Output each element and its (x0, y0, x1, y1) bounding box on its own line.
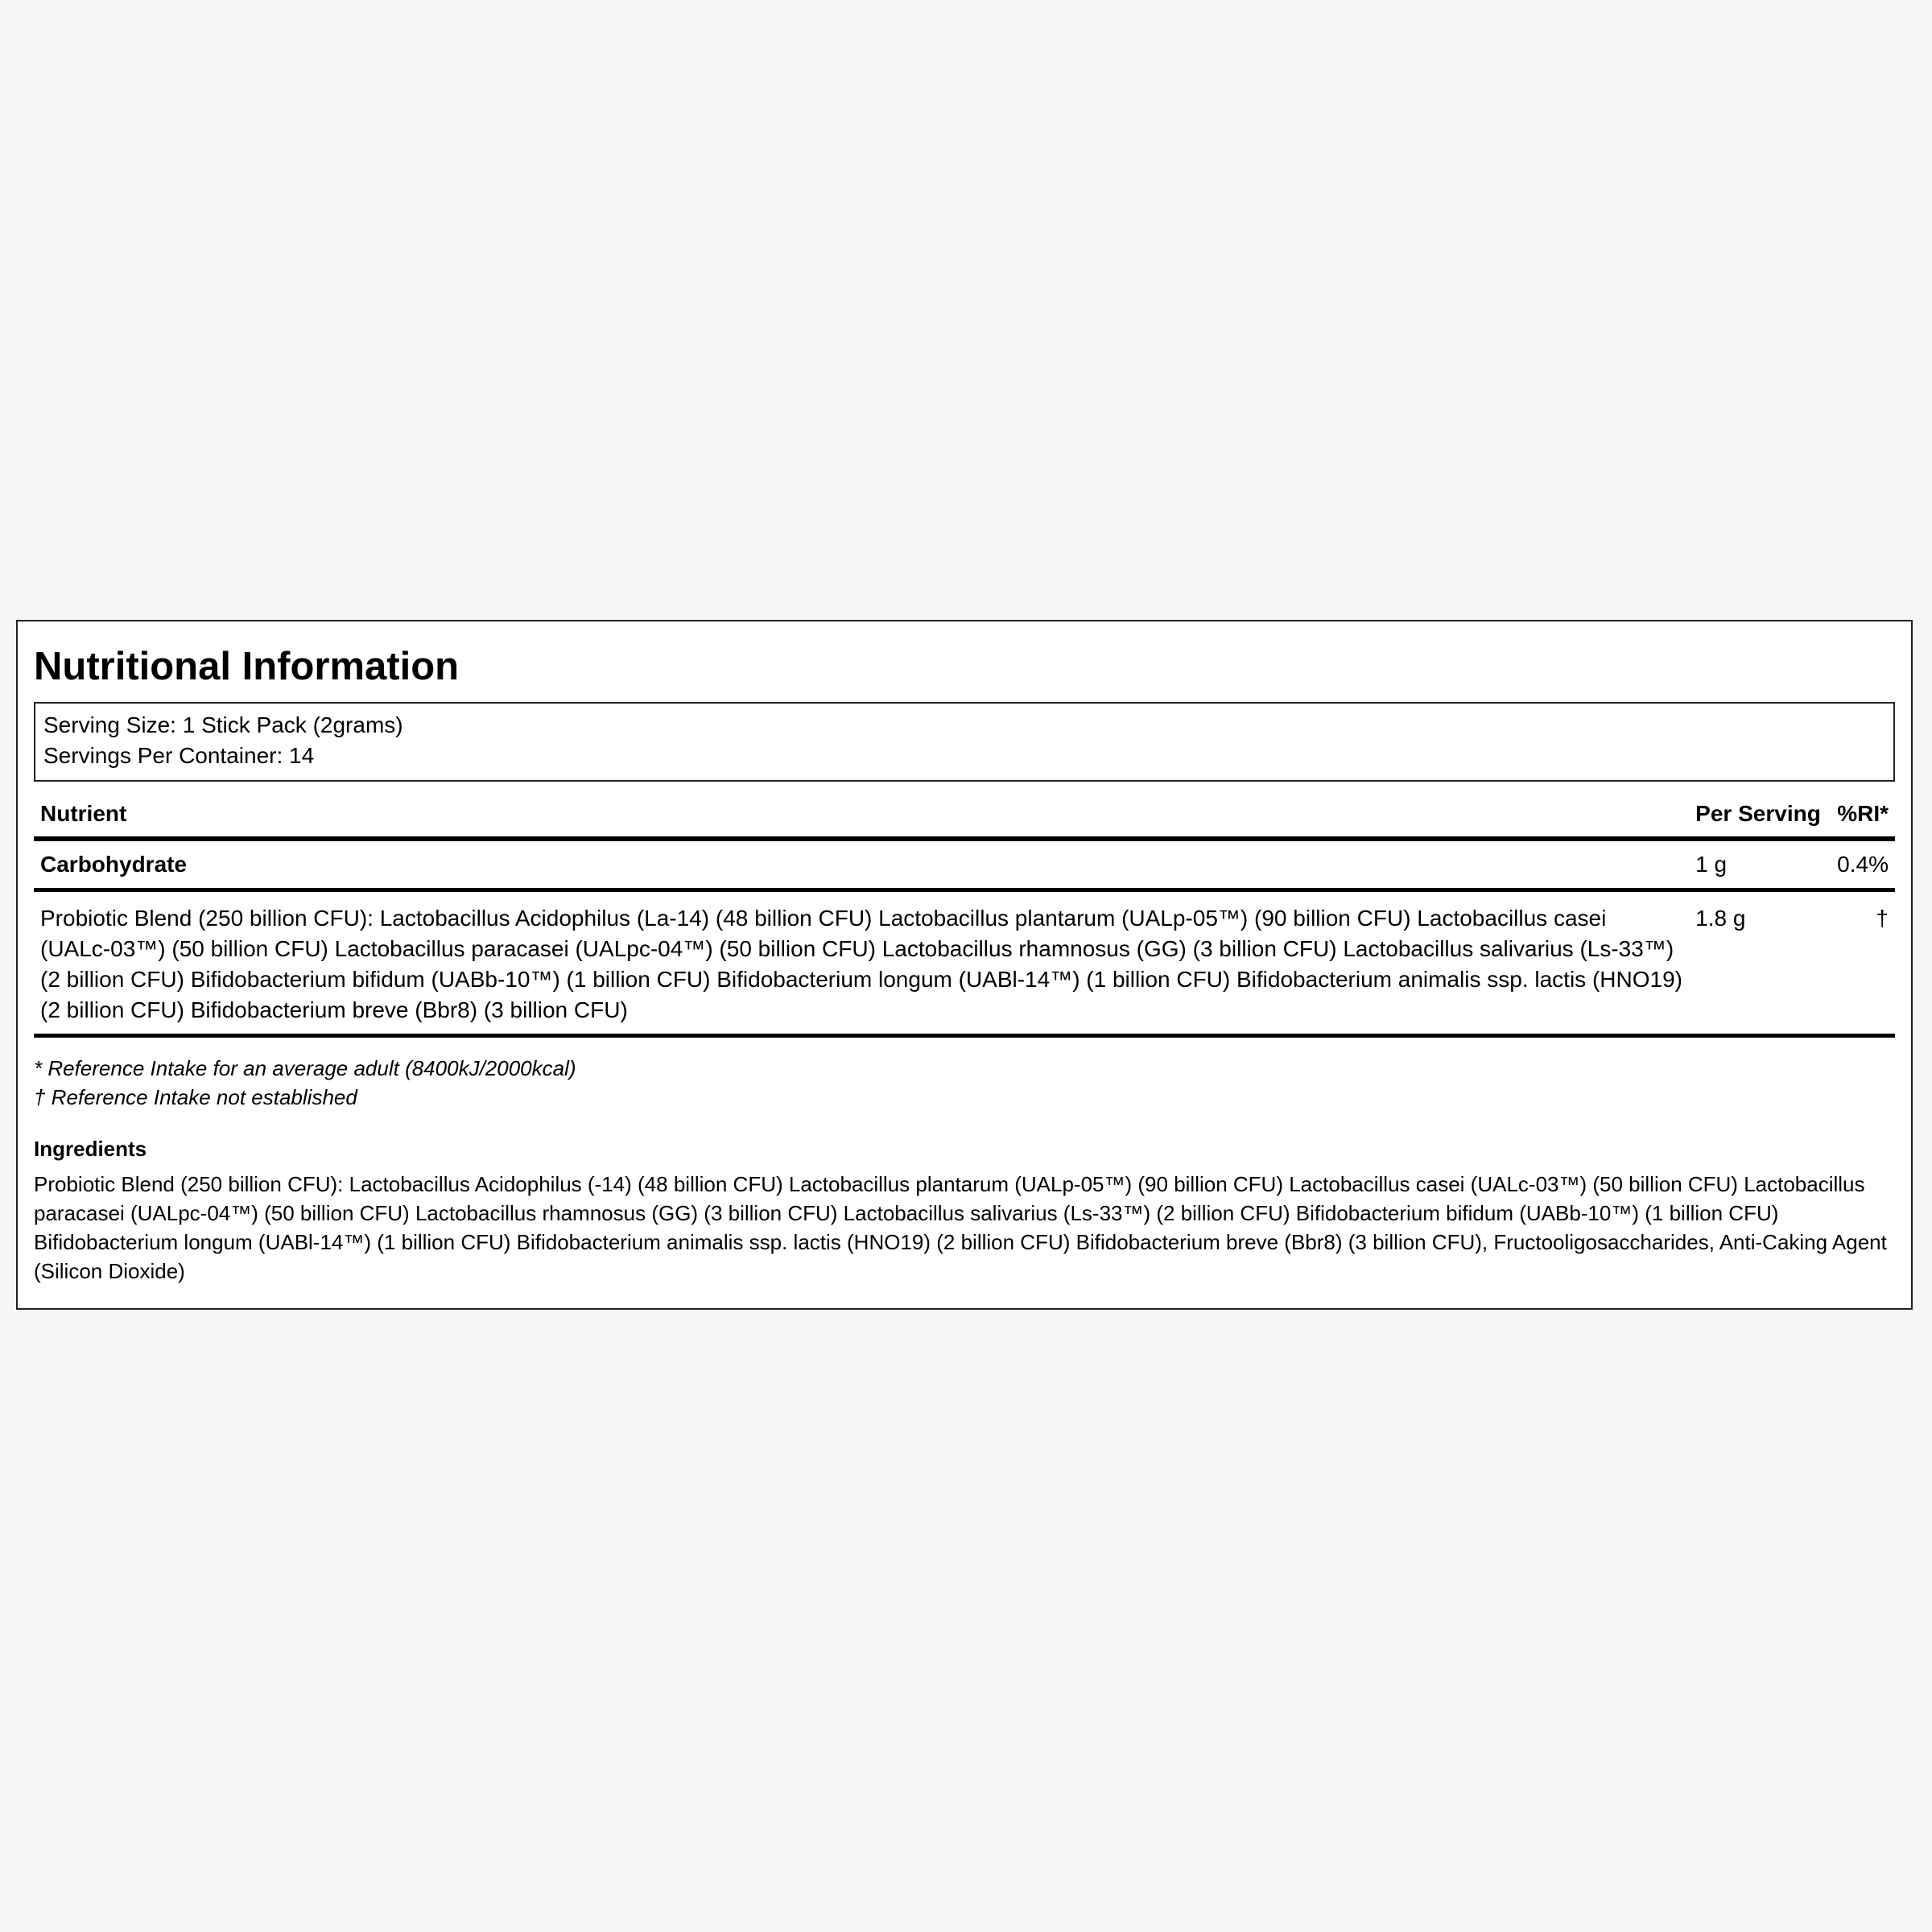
serving-size: Serving Size: 1 Stick Pack (2grams) (43, 712, 403, 737)
nutrition-table (34, 788, 1895, 1038)
per-serving-value: 1 g (1689, 839, 1831, 890)
nutrient-name: Probiotic Blend (250 billion CFU): Lactobacillus Acidophilus (La-14) (48 billion CFU) Lactobacillus plantarum (UALp-05™) (90 billion CFU) Lactobacillus casei (UALc-03™) (50 billion CFU) Lactobacillus paracasei (UALpc-04™) (50 billion CFU) Lactobacillus rhamnosus (GG) (3 billion CFU) Lactobacillus salivarius (Ls-33™) (2 billion CFU) Bifidobacterium bifidum (UABb-10™) (1 billion CFU) Bifidobacterium longum (UABl-14™) (1 billion CFU) Bifidobacterium animalis ssp. lactis (HNO19) (2 billion CFU) Bifidobacterium breve (Bbr8) (3 billion CFU) (34, 890, 1689, 1036)
ri-value: † (1831, 890, 1895, 1036)
ingredients-text: Probiotic Blend (250 billion CFU): Lactobacillus Acidophilus (-14) (48 billion CFU) Lactobacillus plantarum (UALp-05™) (90 billion CFU) Lactobacillus casei (UALc-03™) (50 billion CFU) Lactobacillus paracasei (UALpc-04™) (50 billion CFU) Lactobacillus rhamnosus (GG) (3 billion CFU) Lactobacillus salivarius (Ls-33™) (2 billion CFU) Bifidobacterium bifidum (UABb-10™) (1 billion CFU) Bifidobacterium longum (UABl-14™) (1 billion CFU) Bifidobacterium animalis ssp. lactis (HNO19) (2 billion CFU) Bifidobacterium breve (Bbr8) (3 billion CFU), Fructooligosaccharides, Anti-Caking Agent (Silicon Dioxide) (34, 1172, 1887, 1283)
footnote-ri: * Reference Intake for an average adult (8400kJ/2000kcal) (34, 1056, 576, 1080)
ri-value: 0.4% (1831, 839, 1895, 890)
ingredients-heading: Ingredients (34, 1137, 147, 1161)
table-row (34, 890, 1895, 1036)
footnote-not-established: † Reference Intake not established (34, 1085, 357, 1109)
header-per-serving: Per Serving (1689, 788, 1831, 839)
footnotes (34, 1054, 1895, 1112)
per-serving-value: 1.8 g (1689, 890, 1831, 1036)
header-ri: %RI* (1831, 788, 1895, 839)
servings-per-container: Servings Per Container: 14 (43, 743, 315, 768)
header-nutrient: Nutrient (34, 788, 1689, 839)
panel-title: Nutritional Information (34, 645, 460, 688)
serving-info-box (34, 702, 1895, 782)
table-row (34, 839, 1895, 890)
nutrition-panel (16, 620, 1913, 1310)
nutrient-name: Carbohydrate (34, 839, 1689, 890)
table-header-row (34, 788, 1895, 839)
